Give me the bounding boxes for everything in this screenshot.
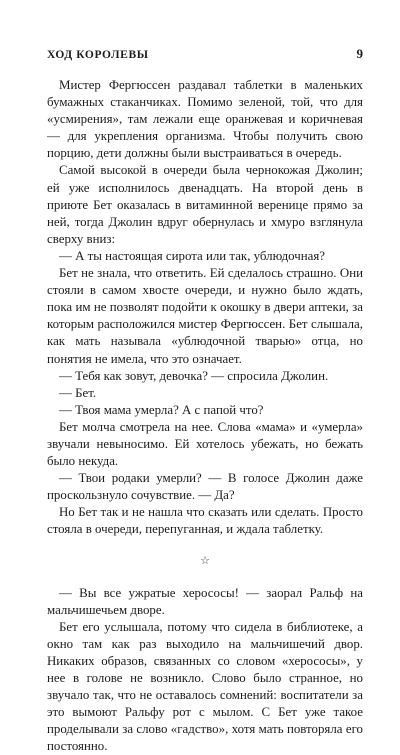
- paragraph: Мистер Фергюссен раздавал таблетки в маленьких бумажных стаканчиках. Помимо зеленой, той, что для «усмирения», там лежали еще оранжевая и коричневая — для укрепления организма. Чтобы получить свою порцию, дети должны были выстраиваться в очередь.: [47, 78, 363, 161]
- body-text: [47, 77, 363, 755]
- paragraph: Самой высокой в очереди была чернокожая Джолин; ей уже исполнилось двенадцать. На второй день в приюте Бет оказалась в витаминной веренице прямо за ней, тогда Джолин вдруг обернулась и хмуро взглянула сверху вниз:: [47, 163, 363, 246]
- paragraph: Бет молча смотрела на нее. Слова «мама» и «умерла» звучали невыносимо. Ей хотелось убежать, но бежать было некуда.: [47, 419, 363, 469]
- page-number: 9: [356, 46, 363, 61]
- section-break-star-icon: ☆: [200, 554, 210, 567]
- running-head: [47, 46, 363, 62]
- paragraph: Но Бет так и не нашла что сказать или сделать. Просто стояла в очереди, перепуганная, и ждала таблетку.: [47, 505, 363, 537]
- dialogue-line: — Твои родаки умерли? — В голосе Джолин даже проскользнуло сочувствие. — Да?: [47, 471, 363, 503]
- dialogue-line: — А ты настоящая сирота или так, ублюдочная?: [59, 248, 325, 263]
- chapter-title: ХОД КОРОЛЕВЫ: [47, 49, 149, 61]
- dialogue-line: — Вы все ужратые херососы! — заорал Ральф на мальчишечьем дворе.: [47, 585, 363, 617]
- dialogue-line: — Тебя как зовут, девочка? — спросила Джолин.: [59, 368, 329, 383]
- dialogue-line: — Твоя мама умерла? А с папой что?: [59, 402, 264, 417]
- paragraph: Бет не знала, что ответить. Ей сделалось страшно. Они стояли в самом хвосте очереди, и нужно было ждать, пока им не позволят подойти к окошку в двери аптеки, за которым расположился мистер Фергюссен. Бет слышала, как мать называла «ублюдочной тварью» отца, но понятия не имела, что это означает.: [47, 266, 363, 366]
- paragraph: Бет его услышала, потому что сидела в библиотеке, а окно там как раз выходило на мальчишечий двор. Никаких образов, связанных со словом «херососы», у нее в голове не возникло. Слово было странное, но звучало так, что не оставалось сомнений: воспитатели за это вымоют Ральфу рот с мылом. С Бет уже такое проделывали за слово «гадство», хотя мать повторяла его постоянно.: [47, 619, 363, 754]
- dialogue-line: — Бет.: [59, 385, 97, 400]
